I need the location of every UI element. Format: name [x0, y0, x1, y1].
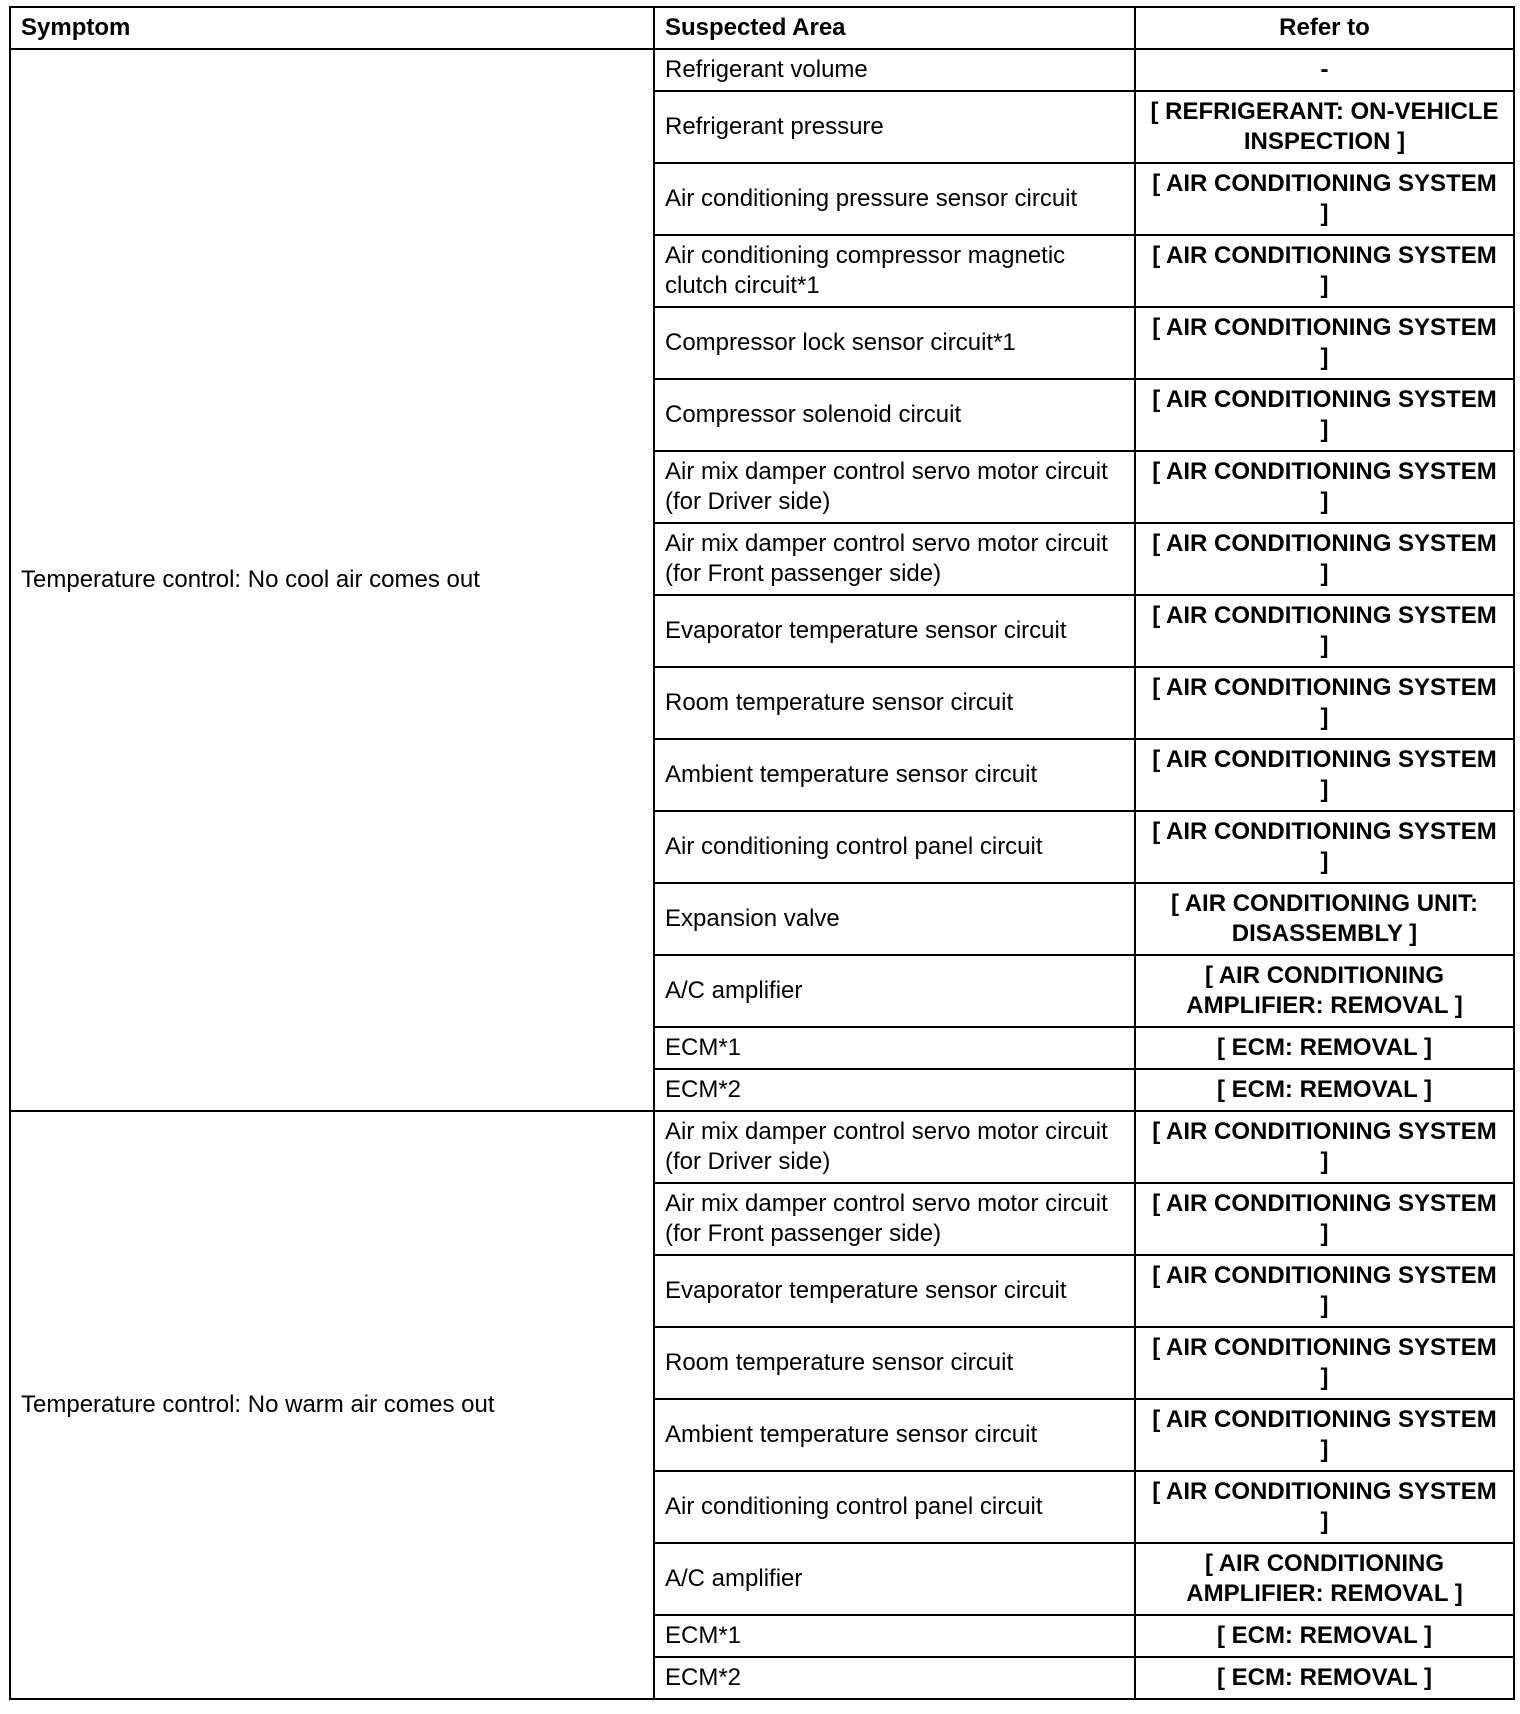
suspected-area-cell: Room temperature sensor circuit	[654, 667, 1135, 739]
refer-to-cell: [ AIR CONDITIONING SYSTEM ]	[1135, 523, 1514, 595]
suspected-area-cell: Compressor solenoid circuit	[654, 379, 1135, 451]
suspected-area-cell: A/C amplifier	[654, 955, 1135, 1027]
refer-to-cell: [ AIR CONDITIONING AMPLIFIER: REMOVAL ]	[1135, 955, 1514, 1027]
suspected-area-cell: Air mix damper control servo motor circuit (for Driver side)	[654, 451, 1135, 523]
suspected-area-cell: Air conditioning compressor magnetic clutch circuit*1	[654, 235, 1135, 307]
suspected-area-cell: Evaporator temperature sensor circuit	[654, 1255, 1135, 1327]
suspected-area-cell: Air conditioning control panel circuit	[654, 811, 1135, 883]
suspected-area-cell: ECM*1	[654, 1615, 1135, 1657]
suspected-area-cell: Air mix damper control servo motor circuit (for Front passenger side)	[654, 523, 1135, 595]
suspected-area-cell: ECM*2	[654, 1657, 1135, 1699]
refer-to-cell: [ AIR CONDITIONING SYSTEM ]	[1135, 235, 1514, 307]
refer-to-cell: [ AIR CONDITIONING SYSTEM ]	[1135, 1183, 1514, 1255]
refer-to-cell: [ AIR CONDITIONING SYSTEM ]	[1135, 1255, 1514, 1327]
suspected-area-cell: Compressor lock sensor circuit*1	[654, 307, 1135, 379]
refer-to-cell: [ ECM: REMOVAL ]	[1135, 1657, 1514, 1699]
suspected-area-cell: Air mix damper control servo motor circuit (for Driver side)	[654, 1111, 1135, 1183]
refer-to-cell: [ AIR CONDITIONING SYSTEM ]	[1135, 739, 1514, 811]
refer-to-cell: [ AIR CONDITIONING SYSTEM ]	[1135, 1327, 1514, 1399]
suspected-area-cell: Ambient temperature sensor circuit	[654, 739, 1135, 811]
refer-to-cell: [ AIR CONDITIONING SYSTEM ]	[1135, 307, 1514, 379]
symptom-cell: Temperature control: No warm air comes out	[10, 1111, 654, 1699]
header-symptom: Symptom	[10, 7, 654, 49]
suspected-area-cell: Refrigerant pressure	[654, 91, 1135, 163]
header-refer-to: Refer to	[1135, 7, 1514, 49]
refer-to-cell: [ AIR CONDITIONING SYSTEM ]	[1135, 1399, 1514, 1471]
suspected-area-cell: Expansion valve	[654, 883, 1135, 955]
refer-to-cell: [ AIR CONDITIONING SYSTEM ]	[1135, 595, 1514, 667]
refer-to-cell: [ ECM: REMOVAL ]	[1135, 1615, 1514, 1657]
suspected-area-cell: Air mix damper control servo motor circuit (for Front passenger side)	[654, 1183, 1135, 1255]
suspected-area-cell: A/C amplifier	[654, 1543, 1135, 1615]
refer-to-cell: [ AIR CONDITIONING SYSTEM ]	[1135, 1111, 1514, 1183]
suspected-area-cell: Air conditioning control panel circuit	[654, 1471, 1135, 1543]
refer-to-cell: [ ECM: REMOVAL ]	[1135, 1069, 1514, 1111]
table-row	[10, 1111, 1514, 1183]
refer-to-cell: [ AIR CONDITIONING SYSTEM ]	[1135, 811, 1514, 883]
table-row	[10, 49, 1514, 91]
header-row	[10, 7, 1514, 49]
table-body	[10, 49, 1514, 1699]
refer-to-cell: [ AIR CONDITIONING SYSTEM ]	[1135, 451, 1514, 523]
header-suspected-area: Suspected Area	[654, 7, 1135, 49]
symptom-cell: Temperature control: No cool air comes out	[10, 49, 654, 1111]
refer-to-cell: [ REFRIGERANT: ON-VEHICLE INSPECTION ]	[1135, 91, 1514, 163]
refer-to-cell: [ AIR CONDITIONING SYSTEM ]	[1135, 163, 1514, 235]
suspected-area-cell: Refrigerant volume	[654, 49, 1135, 91]
refer-to-cell: [ ECM: REMOVAL ]	[1135, 1027, 1514, 1069]
suspected-area-cell: ECM*1	[654, 1027, 1135, 1069]
suspected-area-cell: Ambient temperature sensor circuit	[654, 1399, 1135, 1471]
suspected-area-cell: Evaporator temperature sensor circuit	[654, 595, 1135, 667]
refer-to-cell: -	[1135, 49, 1514, 91]
refer-to-cell: [ AIR CONDITIONING SYSTEM ]	[1135, 379, 1514, 451]
refer-to-cell: [ AIR CONDITIONING SYSTEM ]	[1135, 1471, 1514, 1543]
refer-to-cell: [ AIR CONDITIONING UNIT: DISASSEMBLY ]	[1135, 883, 1514, 955]
diagnosis-table	[9, 6, 1515, 1700]
refer-to-cell: [ AIR CONDITIONING SYSTEM ]	[1135, 667, 1514, 739]
suspected-area-cell: ECM*2	[654, 1069, 1135, 1111]
suspected-area-cell: Air conditioning pressure sensor circuit	[654, 163, 1135, 235]
refer-to-cell: [ AIR CONDITIONING AMPLIFIER: REMOVAL ]	[1135, 1543, 1514, 1615]
suspected-area-cell: Room temperature sensor circuit	[654, 1327, 1135, 1399]
